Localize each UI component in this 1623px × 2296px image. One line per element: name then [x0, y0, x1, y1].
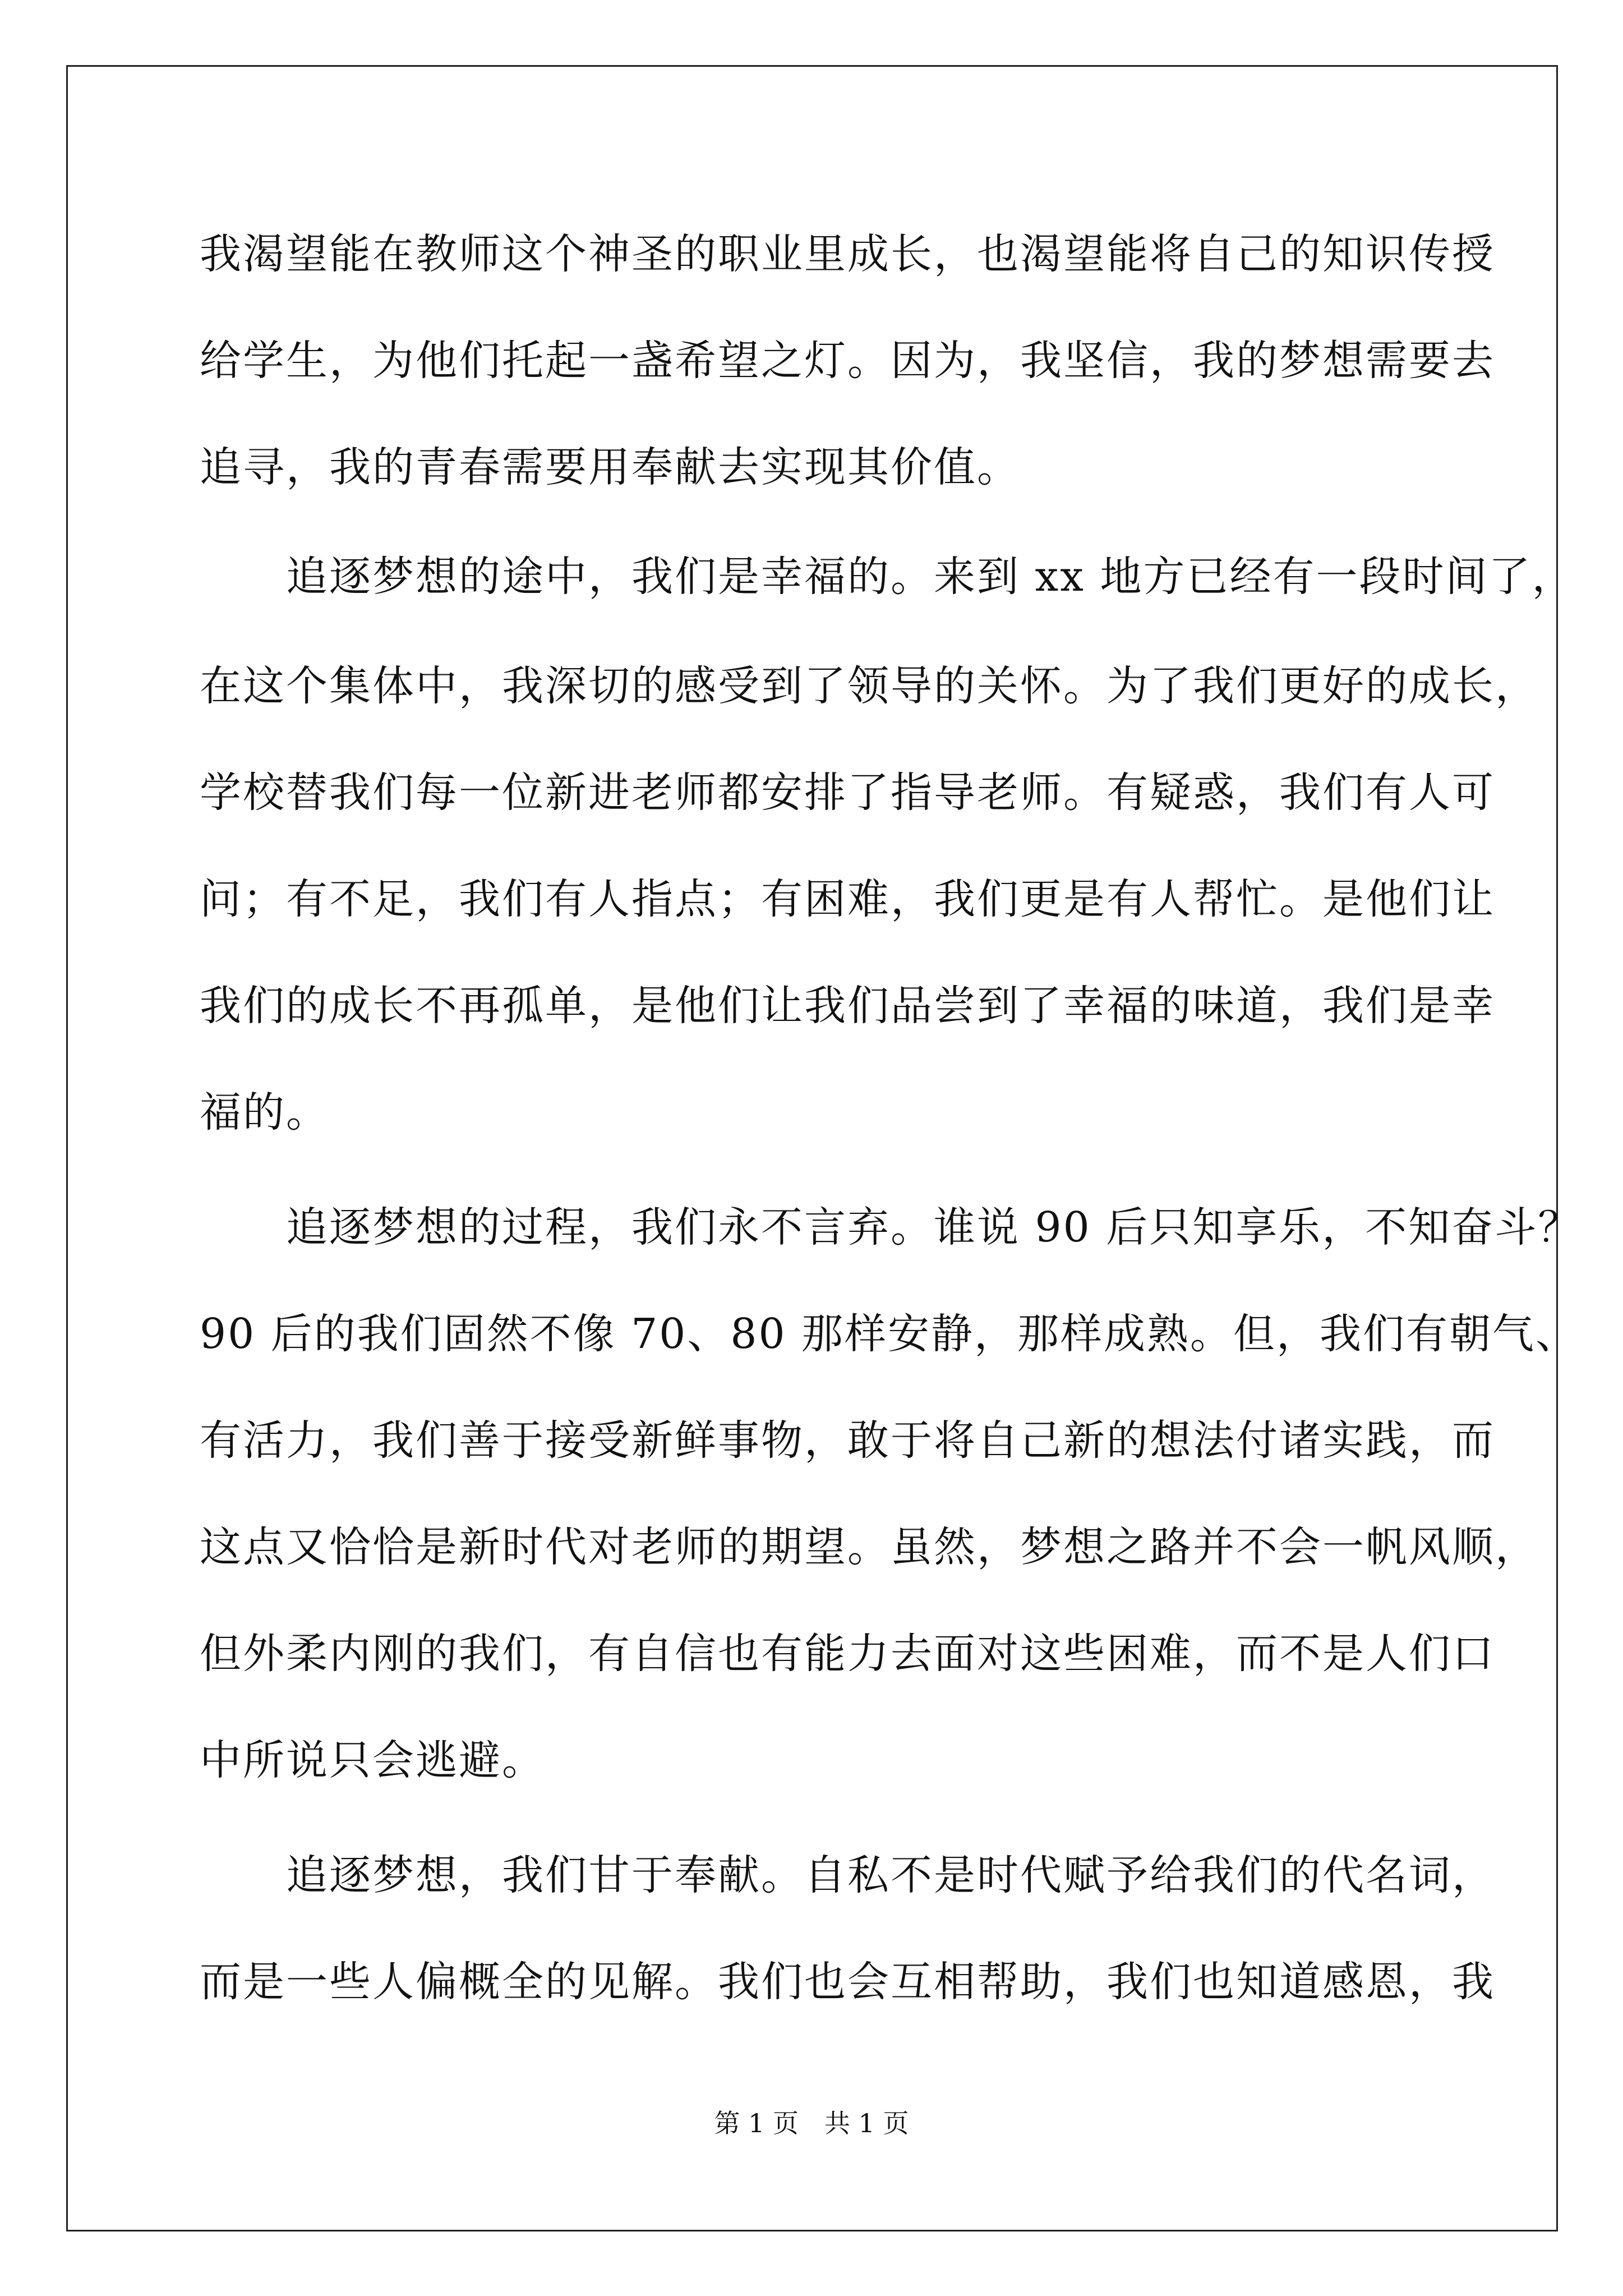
text-line: 我渴望能在教师这个神圣的职业里成长，也渴望能将自己的知识传授: [200, 230, 1495, 278]
page-footer: 第 1 页 共 1 页: [714, 2108, 909, 2138]
text-line: 学校替我们每一位新进老师都安排了指导老师。有疑惑，我们有人可: [200, 769, 1495, 817]
text-line: 在这个集体中，我深切的感受到了领导的关怀。为了我们更好的成长，: [200, 662, 1538, 710]
text-line: 中所说只会逃避。: [200, 1736, 545, 1784]
text-line: 追逐梦想的过程，我们永不言弃。谁说 90 后只知享乐，不知奋斗？: [200, 1203, 1581, 1251]
text-line: 有活力，我们善于接受新鲜事物，敢于将自己新的想法付诸实践，而: [200, 1416, 1495, 1465]
text-line: 追逐梦想，我们甘于奉献。自私不是时代赋予给我们的代名词，: [200, 1851, 1495, 1899]
text-line: 追逐梦想的途中，我们是幸福的。来到 xx 地方已经有一段时间了，: [200, 553, 1575, 601]
text-line: 福的。: [200, 1088, 329, 1137]
text-line: 给学生，为他们托起一盏希望之灯。因为，我坚信，我的梦想需要去: [200, 337, 1495, 385]
text-line: 追寻，我的青春需要用奉献去实现其价值。: [200, 443, 1020, 491]
text-line: 我们的成长不再孤单，是他们让我们品尝到了幸福的味道，我们是幸: [200, 982, 1495, 1030]
text-line: 90 后的我们固然不像 70、80 那样安静，那样成熟。但，我们有朝气、: [200, 1310, 1579, 1358]
text-line: 但外柔内刚的我们，有自信也有能力去面对这些困难，而不是人们口: [200, 1630, 1495, 1678]
text-line: 问；有不足，我们有人指点；有困难，我们更是有人帮忙。是他们让: [200, 875, 1495, 923]
text-line: 这点又恰恰是新时代对老师的期望。虽然，梦想之路并不会一帆风顺，: [200, 1523, 1538, 1571]
text-line: 而是一些人偏概全的见解。我们也会互相帮助，我们也知道感恩，我: [200, 1958, 1495, 2006]
